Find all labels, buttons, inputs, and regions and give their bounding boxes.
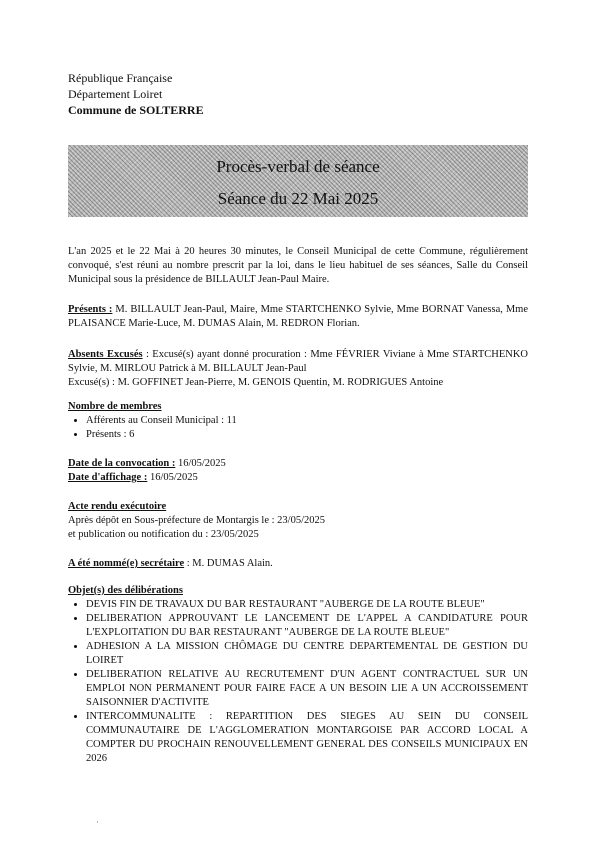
absents-paragraph [68, 348, 528, 390]
presents-label: Présents : [68, 304, 113, 315]
objets-section [68, 584, 528, 766]
convocation-label: Date de la convocation : [68, 458, 176, 469]
presents-text: M. BILLAULT Jean-Paul, Maire, Mme STARTCHENKO Sylvie, Mme BORNAT Vanessa, Mme PLAISANCE Marie-Luce, M. DUMAS Alain, M. REDRON Florian. [68, 304, 529, 329]
objets-label: Objet(s) des délibérations [68, 585, 183, 596]
membres-section [68, 400, 528, 442]
acte-line-publication: et publication ou notification du : 23/05/2025 [68, 529, 259, 540]
excuses-text: Excusé(s) : M. GOFFINET Jean-Pierre, M. GENOIS Quentin, M. RODRIGUES Antoine [68, 377, 444, 388]
list-item: • DELIBERATION RELATIVE AU RECRUTEMENT D'UN AGENT CONTRACTUEL SUR UN EMPLOI NON PERMANENT POUR FAIRE FACE A UN BESOIN LIE A UN ACCROISSEMENT SAISONNIER D'ACTIVITE [86, 668, 528, 710]
acte-label: Acte rendu exécutoire [68, 501, 167, 512]
list-item: • ADHESION A LA MISSION CHÔMAGE DU CENTRE DEPARTEMENTAL DE GESTION DU LOIRET [86, 640, 528, 668]
convocation-line [68, 457, 528, 471]
secretaire-line [68, 557, 528, 571]
affichage-value: 16/05/2025 [147, 472, 198, 483]
departement-line: Département Loiret [68, 87, 163, 101]
objets-list [68, 598, 528, 766]
header-block [68, 70, 204, 118]
commune-line: Commune de SOLTERRE [68, 103, 204, 117]
acte-section [68, 500, 528, 542]
affichage-line [68, 471, 528, 485]
banner-subtitle: Séance du 22 Mai 2025 [217, 189, 379, 208]
convocation-value: 16/05/2025 [175, 458, 226, 469]
list-item: • Afférents au Conseil Municipal : 11 [86, 414, 528, 428]
list-item: • INTERCOMMUNALITE : REPARTITION DES SIEGES AU SEIN DU CONSEIL COMMUNAUTAIRE DE L'AGGLOMERATION MONTARGOISE PAR ACCORD LOCAL A COMPTER DU PROCHAIN RENOUVELLEMENT GENERAL DES CONSEILS MUNICIPAUX EN 2026 [86, 710, 528, 766]
footer-mark: · [96, 818, 99, 827]
secretaire-label: A été nommé(e) secrétaire [68, 558, 185, 569]
membres-list [68, 414, 528, 442]
absents-label: Absents Excusés [68, 349, 143, 360]
presents-paragraph [68, 303, 528, 331]
membres-label: Nombre de membres [68, 401, 162, 412]
secretaire-value: : M. DUMAS Alain. [184, 558, 273, 569]
list-item: • DEVIS FIN DE TRAVAUX DU BAR RESTAURANT "AUBERGE DE LA ROUTE BLEUE" [86, 598, 528, 612]
dates-section [68, 457, 528, 485]
intro-paragraph: L'an 2025 et le 22 Mai à 20 heures 30 minutes, le Conseil Municipal de cette Commune, régulièrement convoqué, s'est réuni au nombre prescrit par la loi, dans le lieu habituel de ses séances, Salle du Conseil Municipal sous la présidence de BILLAULT Jean-Paul Maire. [68, 246, 528, 285]
title-banner [68, 145, 528, 217]
republique-line: République Française [68, 71, 173, 85]
list-item: • Présents : 6 [86, 428, 528, 442]
affichage-label: Date d'affichage : [68, 472, 148, 483]
banner-title: Procès-verbal de séance [216, 157, 380, 176]
absents-text: : Excusé(s) ayant donné procuration : Mme FÉVRIER Viviane à Mme STARTCHENKO Sylvie, M. MIRLOU Patrick à M. BILLAULT Jean-Paul [68, 349, 528, 374]
acte-line-depot: Après dépôt en Sous-préfecture de Montargis le : 23/05/2025 [68, 515, 325, 526]
list-item: • DELIBERATION APPROUVANT LE LANCEMENT DE L'APPEL A CANDIDATURE POUR L'EXPLOITATION DU BAR RESTAURANT "AUBERGE DE LA ROUTE BLEUE" [86, 612, 528, 640]
